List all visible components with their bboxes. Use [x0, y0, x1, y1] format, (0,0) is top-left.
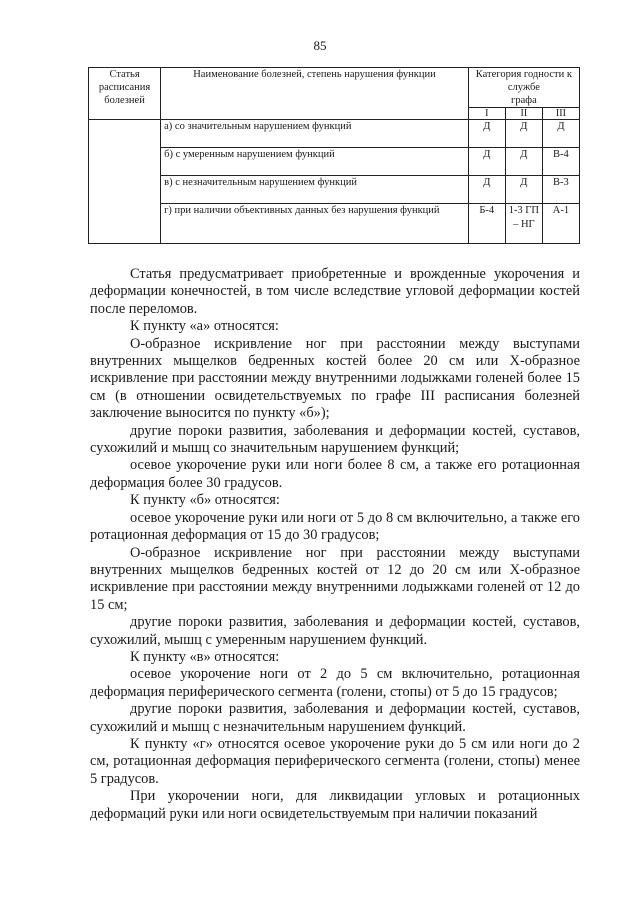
cell-g3: В-4 — [542, 148, 579, 176]
header-col-2: II — [505, 108, 542, 120]
cell-g2: Д — [505, 120, 542, 148]
page-number: 85 — [313, 38, 327, 53]
cell-g2: Д — [505, 176, 542, 204]
article-text — [90, 266, 580, 823]
paragraph: К пункту «в» относятся: — [130, 648, 280, 665]
table-row — [89, 204, 580, 244]
disease-schedule-table — [88, 67, 580, 244]
paragraph: К пункту «а» относятся: — [130, 318, 279, 335]
table-header-row — [89, 68, 580, 95]
cell-g1: Д — [468, 148, 505, 176]
row-name: б) с умеренным нарушением функций — [161, 148, 469, 176]
article-cell — [89, 120, 161, 244]
paragraph: осевое укорочение руки или ноги более 8 см, а также его ротационная деформация более 30 градусов. — [90, 457, 580, 491]
paragraph: осевое укорочение руки или ноги от 5 до 8 см включительно, а также его ротационная деформация от 15 до 30 градусов; — [90, 509, 580, 544]
header-category: Категория годности к службе — [468, 68, 579, 95]
cell-g2: 1-3 ГП – НГ — [505, 204, 542, 244]
row-name: а) со значительным нарушением функций — [161, 120, 469, 148]
table-row — [89, 120, 580, 148]
header-col-1: I — [468, 108, 505, 120]
table-row — [89, 148, 580, 176]
header-article: Статья расписания болезней — [89, 68, 161, 120]
header-grafa: графа — [468, 94, 579, 108]
cell-g3: В-3 — [542, 176, 579, 204]
paragraph: осевое укорочение ноги от 2 до 5 см включительно, ротационная деформация периферического сегмента (голени, стопы) от 5 до 15 градусов; — [90, 666, 580, 700]
row-name: в) с незначительным нарушением функций — [161, 176, 469, 204]
cell-g1: Д — [468, 120, 505, 148]
header-name: Наименование болезней, степень нарушения функции — [161, 68, 469, 120]
cell-g1: Д — [468, 176, 505, 204]
cell-g3: А-1 — [542, 204, 579, 244]
paragraph: При укорочении ноги, для ликвидации угловых и ротационных деформаций руки или ноги освидетельствуемым при наличии показаний — [90, 788, 580, 822]
row-name: г) при наличии объективных данных без нарушения функций — [161, 204, 469, 244]
cell-g3: Д — [542, 120, 579, 148]
cell-g1: Б-4 — [468, 204, 505, 244]
paragraph: О-образное искривление ног при расстоянии между выступами внутренних мыщелков бедренных костей от 12 до 20 см или Х-образное искривление при расстоянии между внутренними лодыжками голеней от 12 до 15 см; — [90, 544, 580, 613]
paragraph: Статья предусматривает приобретенные и врожденные укорочения и деформации конечностей, в том числе вследствие угловой деформации костей после переломов. — [90, 266, 580, 317]
paragraph: другие пороки развития, заболевания и деформации костей, суставов, сухожилий и мышц с незначительным нарушением функций. — [90, 701, 580, 735]
header-col-3: III — [542, 108, 579, 120]
paragraph: другие пороки развития, заболевания и деформации костей, суставов, сухожилий, мышц с умеренным нарушением функций. — [90, 614, 580, 648]
paragraph: К пункту «б» относятся: — [130, 492, 280, 509]
paragraph: К пункту «г» относятся осевое укорочение руки до 5 см или ноги до 2 см, ротационная деформация периферического сегмента (голени, стопы) менее 5 градусов. — [90, 735, 580, 787]
paragraph: другие пороки развития, заболевания и деформации костей, суставов, сухожилий и мышц со значительным нарушением функций; — [90, 422, 580, 457]
paragraph: О-образное искривление ног при расстоянии между выступами внутренних мыщелков бедренных костей более 20 см или Х-образное искривление при расстоянии между внутренними лодыжками голеней более 15 см (в отношении освидетельствуемых по графе III расписания болезней заключение выносится по пункту «б»); — [90, 335, 580, 422]
table-row — [89, 176, 580, 204]
cell-g2: Д — [505, 148, 542, 176]
